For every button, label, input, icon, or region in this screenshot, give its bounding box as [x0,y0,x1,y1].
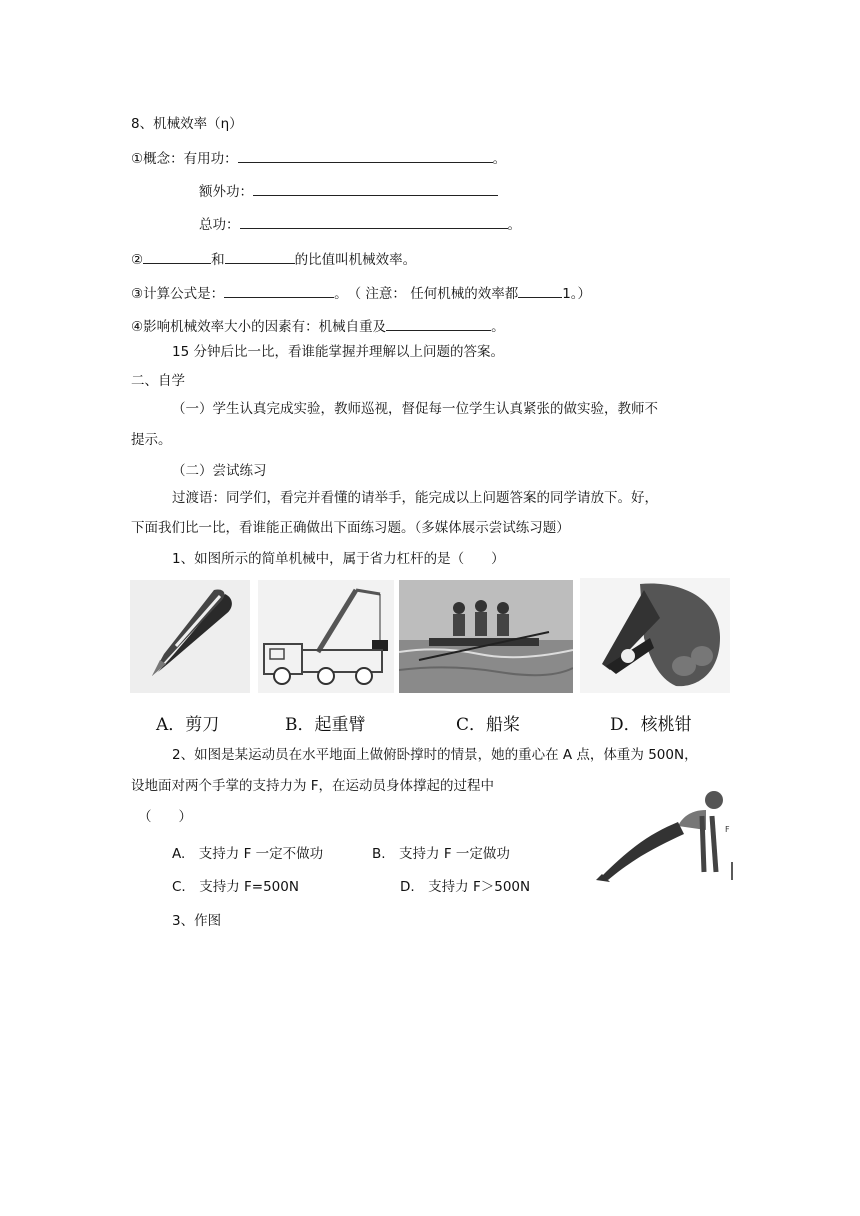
force-label: F [725,825,730,834]
transition-line2: 下面我们比一比，看谁能正确做出下面练习题。（多媒体展示尝试练习题） [131,520,570,536]
option-b-caption: B．起重臂 [285,715,366,735]
part1-line1: （一）学生认真完成实验，教师巡视，督促每一位学生认真紧张的做实验，教师不 [172,401,658,417]
total-work-line [199,214,521,234]
part1-line2: 提示。 [131,432,172,448]
self-study-heading: 二、自学 [131,373,185,389]
scissors-image [130,580,250,693]
option-d-caption: D．核桃钳 [610,715,692,735]
period: 。 [491,319,505,335]
useful-work-blank[interactable] [238,148,493,163]
q2-option-a: A. 支持力 F 一定不做功 [172,846,324,862]
section8-title: 8、机械效率（η） [131,116,243,132]
q2-option-d: D. 支持力 F＞500N [400,879,531,895]
q2-option-c: C. 支持力 F=500N [172,879,299,895]
formula-label: ③计算公式是： [131,286,225,302]
concept-useful-work-line [131,148,506,168]
extra-work-label: 额外功： [199,184,253,200]
q2-stem-line1: 2、如图是某运动员在水平地面上做俯卧撑时的情景，她的重心在 A 点，体重为 500N， [172,747,698,763]
period: 。 [507,217,521,233]
concept-label: ①概念：有用功： [131,151,238,167]
ratio-tail: 的比值叫机械效率。 [294,252,417,268]
pushup-athlete-image [594,788,738,886]
ratio-number: ② [131,252,144,268]
total-work-label: 总功： [199,217,240,233]
q1-stem: 1、如图所示的简单机械中，属于省力杠杆的是（ ） [172,551,505,567]
extra-work-line [199,181,498,201]
q2-stem-line2: 设地面对两个手掌的支持力为 F，在运动员身体撑起的过程中 [131,778,495,794]
formula-tail: 1。） [562,286,592,302]
rowing-image [399,580,573,693]
q2-option-b: B. 支持力 F 一定做功 [372,846,510,862]
crane-image [258,580,394,693]
total-work-blank[interactable] [240,214,508,229]
factors-line [131,316,505,336]
q3-stem: 3、作图 [172,913,222,929]
ratio-blank-1[interactable] [143,249,211,264]
formula-note: 。 （ 注意： 任何机械的效率都 [334,286,519,302]
option-c-caption: C．船桨 [456,715,521,735]
ratio-and: 和 [211,252,225,268]
transition-line1: 过渡语：同学们，看完并看懂的请举手，能完成以上问题答案的同学请放下。好， [172,490,658,506]
efficiency-blank[interactable] [518,283,562,298]
q2-answer-paren: （ ） [138,809,192,825]
period: 。 [492,151,507,167]
extra-work-blank[interactable] [253,181,498,196]
compare-note: 15 分钟后比一比，看谁能掌握并理解以上问题的答案。 [172,344,504,360]
formula-blank[interactable] [224,283,334,298]
part2-heading: （二）尝试练习 [172,463,267,479]
ratio-line [131,249,416,269]
formula-line [131,283,591,303]
nutcracker-image [580,578,730,693]
factors-blank[interactable] [386,316,491,331]
ratio-blank-2[interactable] [225,249,295,264]
option-a-caption: A．剪刀 [156,715,220,735]
factors-label: ④影响机械效率大小的因素有：机械自重及 [131,319,387,335]
